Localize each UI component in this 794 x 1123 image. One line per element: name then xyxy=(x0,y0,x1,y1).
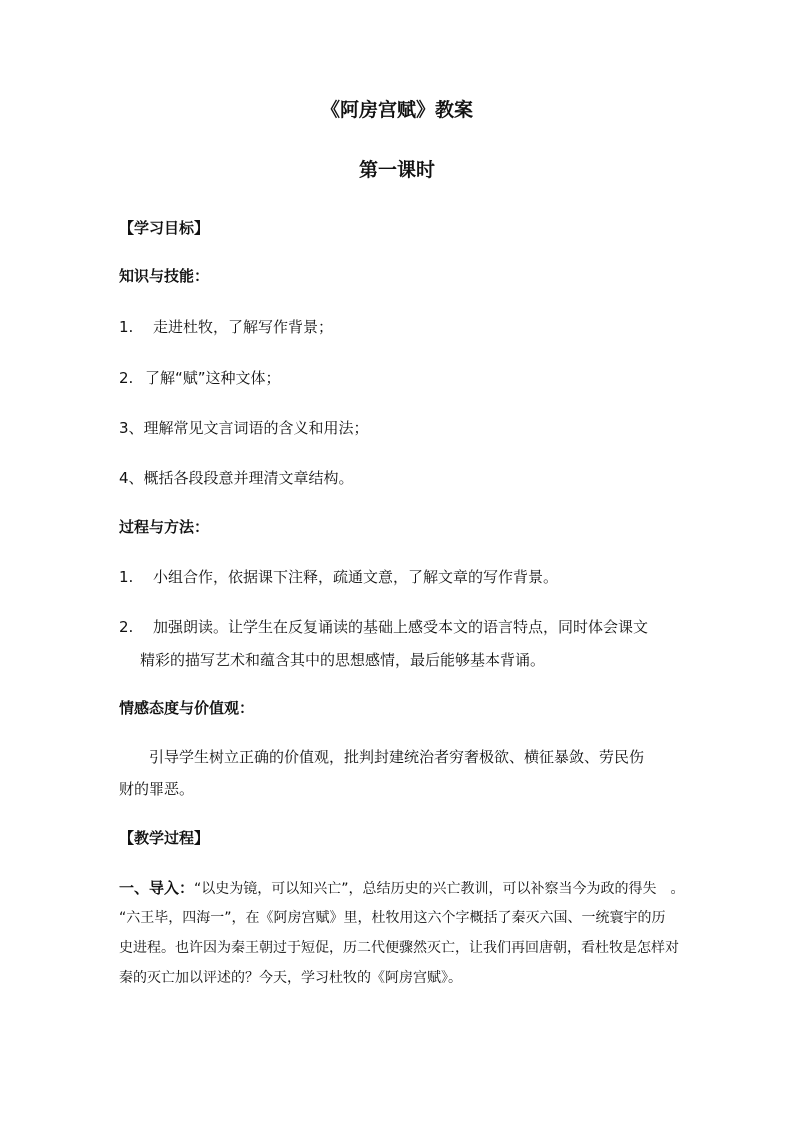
list-text: 走进杜牧，了解写作背景； xyxy=(153,318,334,336)
list-item xyxy=(119,616,648,638)
emotion-heading: 情感态度与价值观： xyxy=(119,699,255,717)
section-heading-objectives: 【学习目标】 xyxy=(119,219,210,237)
list-number: 2. xyxy=(119,369,134,387)
process-heading: 过程与方法： xyxy=(119,518,210,536)
paragraph-line: 史进程。也许因为秦王朝过于短促，历二代便骤然灭亡，让我们再回唐朝，看杜牧是怎样对 xyxy=(119,940,679,956)
list-text: 概括各段段意并理清文章结构。 xyxy=(143,469,354,487)
list-text: 了解“赋”这种文体； xyxy=(145,369,281,387)
paragraph-line: 财的罪恶。 xyxy=(119,780,195,798)
list-number: 4、 xyxy=(119,469,144,487)
document-title: 《阿房宫赋》教案 xyxy=(320,99,473,121)
list-number: 1. xyxy=(119,568,134,586)
paragraph-line: 引导学生树立正确的价值观，批判封建统治者穷奢极欲、横征暴敛、劳民伤 xyxy=(149,748,645,766)
list-number: 2. xyxy=(119,618,134,636)
list-text: 理解常见文言词语的含义和用法； xyxy=(143,419,369,437)
intro-label: 一、导入： xyxy=(119,879,195,897)
paragraph-line: 秦的灭亡加以评述的？今天，学习杜牧的《阿房宫赋》。 xyxy=(119,970,462,986)
paragraph-line xyxy=(119,877,685,900)
list-item xyxy=(119,367,281,389)
list-item xyxy=(119,566,558,588)
list-item-continuation: 精彩的描写艺术和蕴含其中的思想感情，最后能够基本背诵。 xyxy=(140,651,546,669)
intro-text: “以史为镜，可以知兴亡”，总结历史的兴亡教训，可以补察当今为政的得失 。 xyxy=(194,881,685,897)
list-number: 1. xyxy=(119,318,134,336)
list-text: 加强朗读。让学生在反复诵读的基础上感受本文的语言特点，同时体会课文 xyxy=(153,618,649,636)
list-item xyxy=(119,316,333,338)
paragraph-line: “六王毕，四海一”，在《阿房宫赋》里，杜牧用这六个字概括了秦灭六国、一统寰宇的历 xyxy=(119,910,666,926)
section-heading-teaching-process: 【教学过程】 xyxy=(119,829,210,847)
list-number: 3、 xyxy=(119,419,144,437)
lesson-subtitle: 第一课时 xyxy=(358,159,435,181)
list-item xyxy=(119,417,369,439)
knowledge-heading: 知识与技能： xyxy=(119,267,210,285)
list-item xyxy=(119,467,354,489)
list-text: 小组合作，依据课下注释，疏通文意，了解文章的写作背景。 xyxy=(153,568,559,586)
